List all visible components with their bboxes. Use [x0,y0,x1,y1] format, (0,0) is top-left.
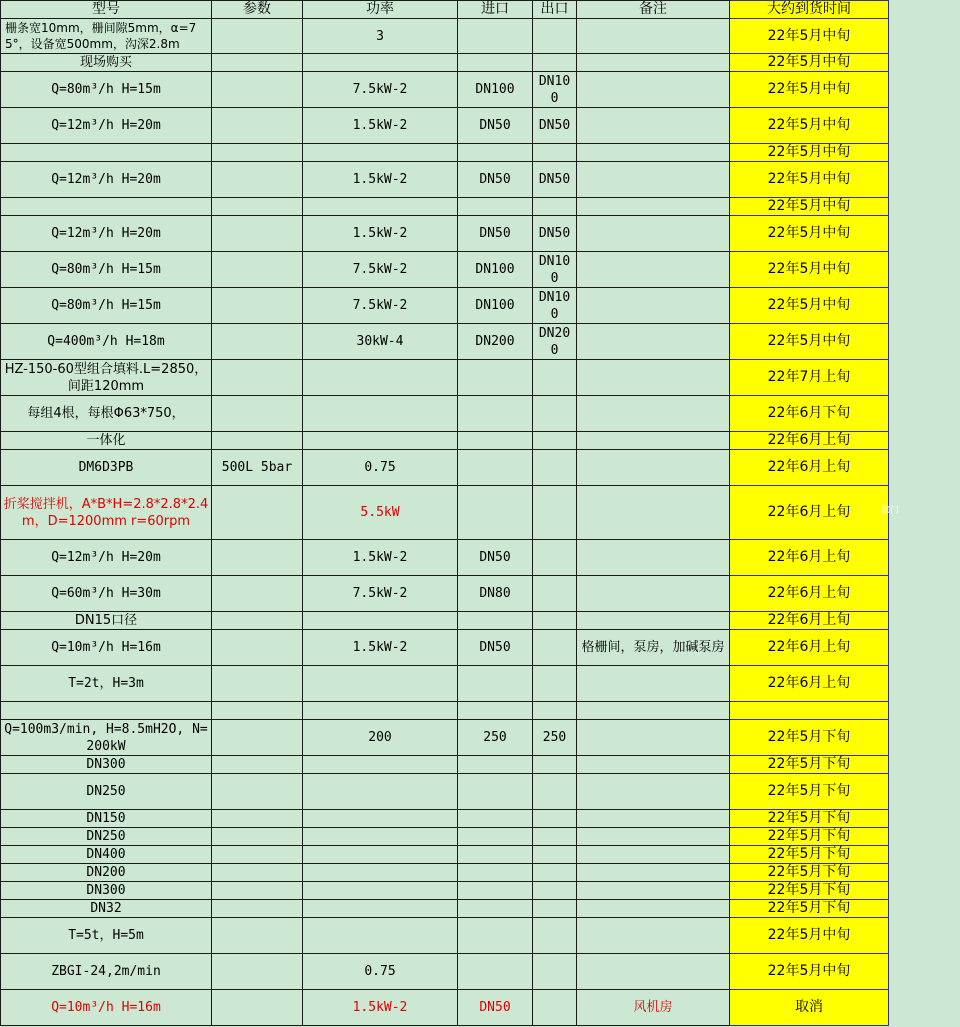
cell-model[interactable]: Q=10m³/h H=16m [1,630,212,666]
cell-power[interactable] [303,900,458,918]
cell-outlet[interactable] [533,954,577,990]
cell-inlet[interactable] [458,612,533,630]
cell-inlet[interactable] [458,864,533,882]
cell-model[interactable]: DN150 [1,810,212,828]
cell-power[interactable] [303,702,458,720]
cell-date[interactable]: 22年6月上旬 [730,612,889,630]
cell-model[interactable]: DN400 [1,846,212,864]
cell-inlet[interactable] [458,144,533,162]
cell-inlet[interactable] [458,774,533,810]
cell-inlet[interactable] [458,486,533,540]
table-row [1,19,889,54]
cell-note[interactable] [577,324,730,360]
table-row [1,216,889,252]
cell-note[interactable] [577,144,730,162]
cell-date[interactable]: 22年6月上旬 [730,576,889,612]
table-row [1,774,889,810]
cell-model[interactable]: Q=12m³/h H=20m [1,108,212,144]
cell-inlet[interactable] [458,702,533,720]
table-row [1,846,889,864]
cell-outlet[interactable] [533,864,577,882]
header-note[interactable]: 备注 [577,1,730,19]
cell-model[interactable]: Q=12m³/h H=20m [1,162,212,198]
cell-model[interactable]: DN300 [1,756,212,774]
table-row [1,144,889,162]
cell-date[interactable]: 22年6月上旬 [730,432,889,450]
cell-power[interactable]: 7.5kW-2 [303,252,458,288]
cell-power[interactable] [303,810,458,828]
header-arrival-date[interactable]: 大约到货时间 [730,1,889,19]
cell-date[interactable]: 22年5月下旬 [730,864,889,882]
cell-outlet[interactable] [533,666,577,702]
cell-model[interactable] [1,144,212,162]
table-row [1,108,889,144]
cell-outlet[interactable]: DN50 [533,162,577,198]
cell-note[interactable] [577,432,730,450]
cell-param[interactable] [212,19,303,54]
cell-note[interactable] [577,252,730,288]
cell-power[interactable] [303,774,458,810]
cell-param[interactable] [212,54,303,72]
cell-date[interactable]: 22年7月上旬 [730,360,889,396]
cell-model[interactable]: 每组4根，每根Φ63*750， [1,396,212,432]
cell-outlet[interactable] [533,360,577,396]
cell-outlet[interactable] [533,396,577,432]
cell-outlet[interactable]: 250 [533,720,577,756]
cell-note[interactable] [577,900,730,918]
cell-power[interactable] [303,846,458,864]
cell-note[interactable] [577,864,730,882]
cell-model[interactable]: Q=80m³/h H=15m [1,252,212,288]
cell-inlet[interactable] [458,54,533,72]
cell-param[interactable] [212,720,303,756]
cell-date[interactable]: 22年5月中旬 [730,252,889,288]
table-row [1,702,889,720]
cell-param[interactable] [212,360,303,396]
cell-model[interactable]: Q=10m³/h H=16m [1,990,212,1026]
cell-inlet[interactable]: DN100 [458,72,533,108]
cell-param[interactable] [212,918,303,954]
cell-inlet[interactable]: DN100 [458,288,533,324]
cell-note[interactable] [577,396,730,432]
cell-note[interactable] [577,882,730,900]
table-row [1,576,889,612]
cell-param[interactable] [212,198,303,216]
cell-param[interactable] [212,108,303,144]
cell-inlet[interactable] [458,432,533,450]
cell-date[interactable]: 22年5月中旬 [730,324,889,360]
cell-outlet[interactable] [533,846,577,864]
cell-outlet[interactable] [533,774,577,810]
cell-param[interactable] [212,396,303,432]
cell-power[interactable] [303,756,458,774]
cell-power[interactable]: 1.5kW-2 [303,540,458,576]
cell-note[interactable] [577,918,730,954]
header-model[interactable]: 型号 [1,1,212,19]
cell-outlet[interactable] [533,882,577,900]
cell-outlet[interactable] [533,918,577,954]
cell-note[interactable] [577,612,730,630]
cell-outlet[interactable] [533,450,577,486]
cell-date[interactable]: 22年5月中旬 [730,198,889,216]
table-row [1,432,889,450]
cell-date[interactable]: 22年6月上旬 [730,450,889,486]
cell-model[interactable]: DN15口径 [1,612,212,630]
table-row [1,324,889,360]
cell-date[interactable]: 22年5月中旬 [730,108,889,144]
cell-date[interactable]: 22年5月中旬 [730,954,889,990]
table-row [1,450,889,486]
cell-power[interactable] [303,144,458,162]
table-row [1,396,889,432]
cell-param[interactable] [212,162,303,198]
cell-power[interactable]: 7.5kW-2 [303,72,458,108]
cell-model[interactable]: T=5t，H=5m [1,918,212,954]
cell-power[interactable] [303,360,458,396]
cell-power[interactable]: 1.5kW-2 [303,630,458,666]
cell-model[interactable]: Q=60m³/h H=30m [1,576,212,612]
cell-model[interactable]: 现场购买 [1,54,212,72]
cell-model[interactable]: 折桨搅拌机，A*B*H=2.8*2.8*2.4m，D=1200mm r=60rpm [1,486,212,540]
header-inlet[interactable]: 进口 [458,1,533,19]
table-row [1,828,889,846]
cell-model[interactable]: 一体化 [1,432,212,450]
cell-power[interactable] [303,396,458,432]
cell-inlet[interactable] [458,198,533,216]
cell-power[interactable]: 3 [303,19,458,54]
cell-note[interactable] [577,216,730,252]
cell-model[interactable]: Q=400m³/h H=18m [1,324,212,360]
cell-outlet[interactable] [533,576,577,612]
cell-inlet[interactable] [458,918,533,954]
cell-date[interactable]: 22年5月中旬 [730,144,889,162]
cell-power[interactable] [303,918,458,954]
cell-note[interactable] [577,54,730,72]
cell-date[interactable]: 22年5月中旬 [730,288,889,324]
cell-outlet[interactable] [533,990,577,1026]
cell-param[interactable] [212,216,303,252]
table-row [1,954,889,990]
cell-power[interactable]: 1.5kW-2 [303,108,458,144]
cell-note[interactable] [577,576,730,612]
cell-outlet[interactable]: DN100 [533,72,577,108]
cell-note[interactable] [577,198,730,216]
cell-power[interactable] [303,864,458,882]
cell-date[interactable]: 22年5月下旬 [730,810,889,828]
cell-outlet[interactable]: DN200 [533,324,577,360]
table-row [1,720,889,756]
cell-inlet[interactable]: DN50 [458,540,533,576]
cell-date[interactable]: 22年5月下旬 [730,756,889,774]
table-row [1,612,889,630]
cell-model[interactable]: Q=80m³/h H=15m [1,288,212,324]
cell-note[interactable] [577,486,730,540]
cell-power[interactable]: 1.5kW-2 [303,216,458,252]
cell-power[interactable] [303,828,458,846]
cell-param[interactable] [212,756,303,774]
cell-note[interactable] [577,666,730,702]
cell-inlet[interactable] [458,810,533,828]
cell-date[interactable]: 22年6月上旬 [730,540,889,576]
cell-model[interactable]: Q=100m3/min, H=8.5mH2O, N=200kW [1,720,212,756]
cell-param[interactable] [212,72,303,108]
cell-inlet[interactable] [458,882,533,900]
cell-inlet[interactable] [458,846,533,864]
cell-outlet[interactable] [533,540,577,576]
header-power[interactable]: 功率 [303,1,458,19]
cell-inlet[interactable]: DN50 [458,162,533,198]
cell-power[interactable]: 0.75 [303,954,458,990]
table-row [1,360,889,396]
cell-outlet[interactable]: DN100 [533,252,577,288]
cell-param[interactable] [212,486,303,540]
cell-param[interactable] [212,324,303,360]
cell-outlet[interactable] [533,612,577,630]
cell-outlet[interactable] [533,19,577,54]
cell-model[interactable]: T=2t，H=3m [1,666,212,702]
cell-date[interactable]: 22年5月下旬 [730,828,889,846]
cell-model[interactable]: DN250 [1,774,212,810]
cell-inlet[interactable] [458,19,533,54]
table-row [1,72,889,108]
cell-inlet[interactable]: DN50 [458,630,533,666]
header-param[interactable]: 参数 [212,1,303,19]
cell-param[interactable] [212,252,303,288]
table-row [1,486,889,540]
cell-note[interactable] [577,720,730,756]
cell-outlet[interactable] [533,756,577,774]
cell-note[interactable]: 格栅间，泵房，加碱泵房 [577,630,730,666]
table-row [1,288,889,324]
cell-inlet[interactable]: DN80 [458,576,533,612]
cell-date[interactable]: 22年5月中旬 [730,19,889,54]
cell-inlet[interactable]: DN50 [458,216,533,252]
cell-param[interactable] [212,846,303,864]
cell-model[interactable]: DM6D3PB [1,450,212,486]
cell-param[interactable] [212,810,303,828]
cell-outlet[interactable] [533,810,577,828]
table-row [1,756,889,774]
cell-param[interactable] [212,828,303,846]
cell-note[interactable] [577,756,730,774]
cell-inlet[interactable]: 250 [458,720,533,756]
cell-date[interactable]: 22年5月下旬 [730,846,889,864]
cell-note[interactable] [577,72,730,108]
cell-note[interactable] [577,540,730,576]
cell-model[interactable]: DN32 [1,900,212,918]
cell-inlet[interactable] [458,666,533,702]
cell-param[interactable] [212,432,303,450]
table-row [1,54,889,72]
cell-model[interactable]: DN300 [1,882,212,900]
cell-note[interactable] [577,19,730,54]
cell-inlet[interactable] [458,450,533,486]
cell-note[interactable] [577,360,730,396]
cell-note[interactable] [577,954,730,990]
cell-note[interactable] [577,162,730,198]
cell-outlet[interactable] [533,630,577,666]
cell-param[interactable] [212,540,303,576]
cell-power[interactable] [303,882,458,900]
cell-model[interactable]: ZBGI-24,2m/min [1,954,212,990]
cell-outlet[interactable] [533,828,577,846]
cell-model[interactable] [1,702,212,720]
cell-power[interactable]: 7.5kW-2 [303,576,458,612]
cell-power[interactable]: 1.5kW-2 [303,990,458,1026]
cell-power[interactable] [303,432,458,450]
cell-inlet[interactable] [458,360,533,396]
cell-note[interactable] [577,828,730,846]
cell-outlet[interactable]: DN50 [533,216,577,252]
cell-date[interactable]: 22年6月上旬 [730,486,889,540]
table-row [1,918,889,954]
table-row [1,882,889,900]
cell-power[interactable]: 5.5kW [303,486,458,540]
cell-note[interactable] [577,774,730,810]
cell-date[interactable]: 22年5月中旬 [730,216,889,252]
cell-param[interactable] [212,288,303,324]
cell-power[interactable]: 0.75 [303,450,458,486]
cell-date[interactable]: 22年5月下旬 [730,882,889,900]
cell-outlet[interactable]: DN50 [533,108,577,144]
cell-inlet[interactable]: DN100 [458,252,533,288]
cell-param[interactable] [212,990,303,1026]
table-row [1,810,889,828]
cell-model[interactable]: Q=12m³/h H=20m [1,540,212,576]
cell-param[interactable] [212,666,303,702]
table-row [1,864,889,882]
cell-date[interactable]: 22年6月上旬 [730,630,889,666]
cell-model[interactable]: Q=80m³/h H=15m [1,72,212,108]
cell-model[interactable] [1,198,212,216]
cell-model[interactable]: 栅条宽10mm，栅间隙5mm，α=75°，设备宽500mm，沟深2.8m [1,19,212,54]
table-row [1,198,889,216]
cell-model[interactable]: DN200 [1,864,212,882]
cell-inlet[interactable] [458,954,533,990]
cell-note[interactable] [577,846,730,864]
table-row [1,162,889,198]
cell-param[interactable] [212,702,303,720]
cell-inlet[interactable]: DN200 [458,324,533,360]
cell-inlet[interactable] [458,828,533,846]
cell-inlet[interactable] [458,756,533,774]
cell-model[interactable]: DN250 [1,828,212,846]
cell-date[interactable]: 取消 [730,990,889,1026]
cell-power[interactable]: 7.5kW-2 [303,288,458,324]
cell-param[interactable] [212,882,303,900]
cell-outlet[interactable] [533,432,577,450]
cell-date[interactable]: 22年5月中旬 [730,918,889,954]
cell-power[interactable] [303,666,458,702]
cell-note[interactable] [577,108,730,144]
cell-date[interactable]: 22年5月中旬 [730,162,889,198]
table-row [1,630,889,666]
cell-inlet[interactable] [458,396,533,432]
cell-date[interactable] [730,702,889,720]
cell-outlet[interactable] [533,144,577,162]
cell-model[interactable]: HZ-150-60型组合填料.L=2850，间距120mm [1,360,212,396]
cell-power[interactable]: 1.5kW-2 [303,162,458,198]
cell-date[interactable]: 22年5月中旬 [730,54,889,72]
cell-param[interactable]: 500L 5bar [212,450,303,486]
cell-outlet[interactable]: DN100 [533,288,577,324]
cell-param[interactable] [212,900,303,918]
cell-power[interactable] [303,612,458,630]
cell-note[interactable] [577,702,730,720]
cell-inlet[interactable]: DN50 [458,990,533,1026]
cell-power[interactable] [303,54,458,72]
cell-note[interactable] [577,810,730,828]
header-outlet[interactable]: 出口 [533,1,577,19]
cell-power[interactable]: 30kW-4 [303,324,458,360]
table-row [1,252,889,288]
table-row [1,900,889,918]
cell-param[interactable] [212,144,303,162]
cell-inlet[interactable]: DN50 [458,108,533,144]
cell-note[interactable]: 风机房 [577,990,730,1026]
table-row [1,990,889,1026]
cell-param[interactable] [212,774,303,810]
cell-date[interactable]: 22年5月下旬 [730,774,889,810]
cell-date[interactable]: 22年6月下旬 [730,396,889,432]
cell-model[interactable]: Q=12m³/h H=20m [1,216,212,252]
cell-inlet[interactable] [458,900,533,918]
cell-param[interactable] [212,954,303,990]
cell-param[interactable] [212,864,303,882]
table-row [1,540,889,576]
side-label: 部门 [881,506,900,516]
cell-param[interactable] [212,576,303,612]
header-row [1,1,889,19]
cell-outlet[interactable] [533,198,577,216]
cell-note[interactable] [577,450,730,486]
cell-param[interactable] [212,630,303,666]
cell-date[interactable]: 22年6月上旬 [730,666,889,702]
cell-outlet[interactable] [533,54,577,72]
cell-param[interactable] [212,612,303,630]
table-row [1,666,889,702]
cell-outlet[interactable] [533,486,577,540]
cell-date[interactable]: 22年5月下旬 [730,900,889,918]
cell-power[interactable]: 200 [303,720,458,756]
cell-note[interactable] [577,288,730,324]
cell-outlet[interactable] [533,702,577,720]
cell-outlet[interactable] [533,900,577,918]
cell-date[interactable]: 22年5月下旬 [730,720,889,756]
cell-date[interactable]: 22年5月中旬 [730,72,889,108]
cell-power[interactable] [303,198,458,216]
